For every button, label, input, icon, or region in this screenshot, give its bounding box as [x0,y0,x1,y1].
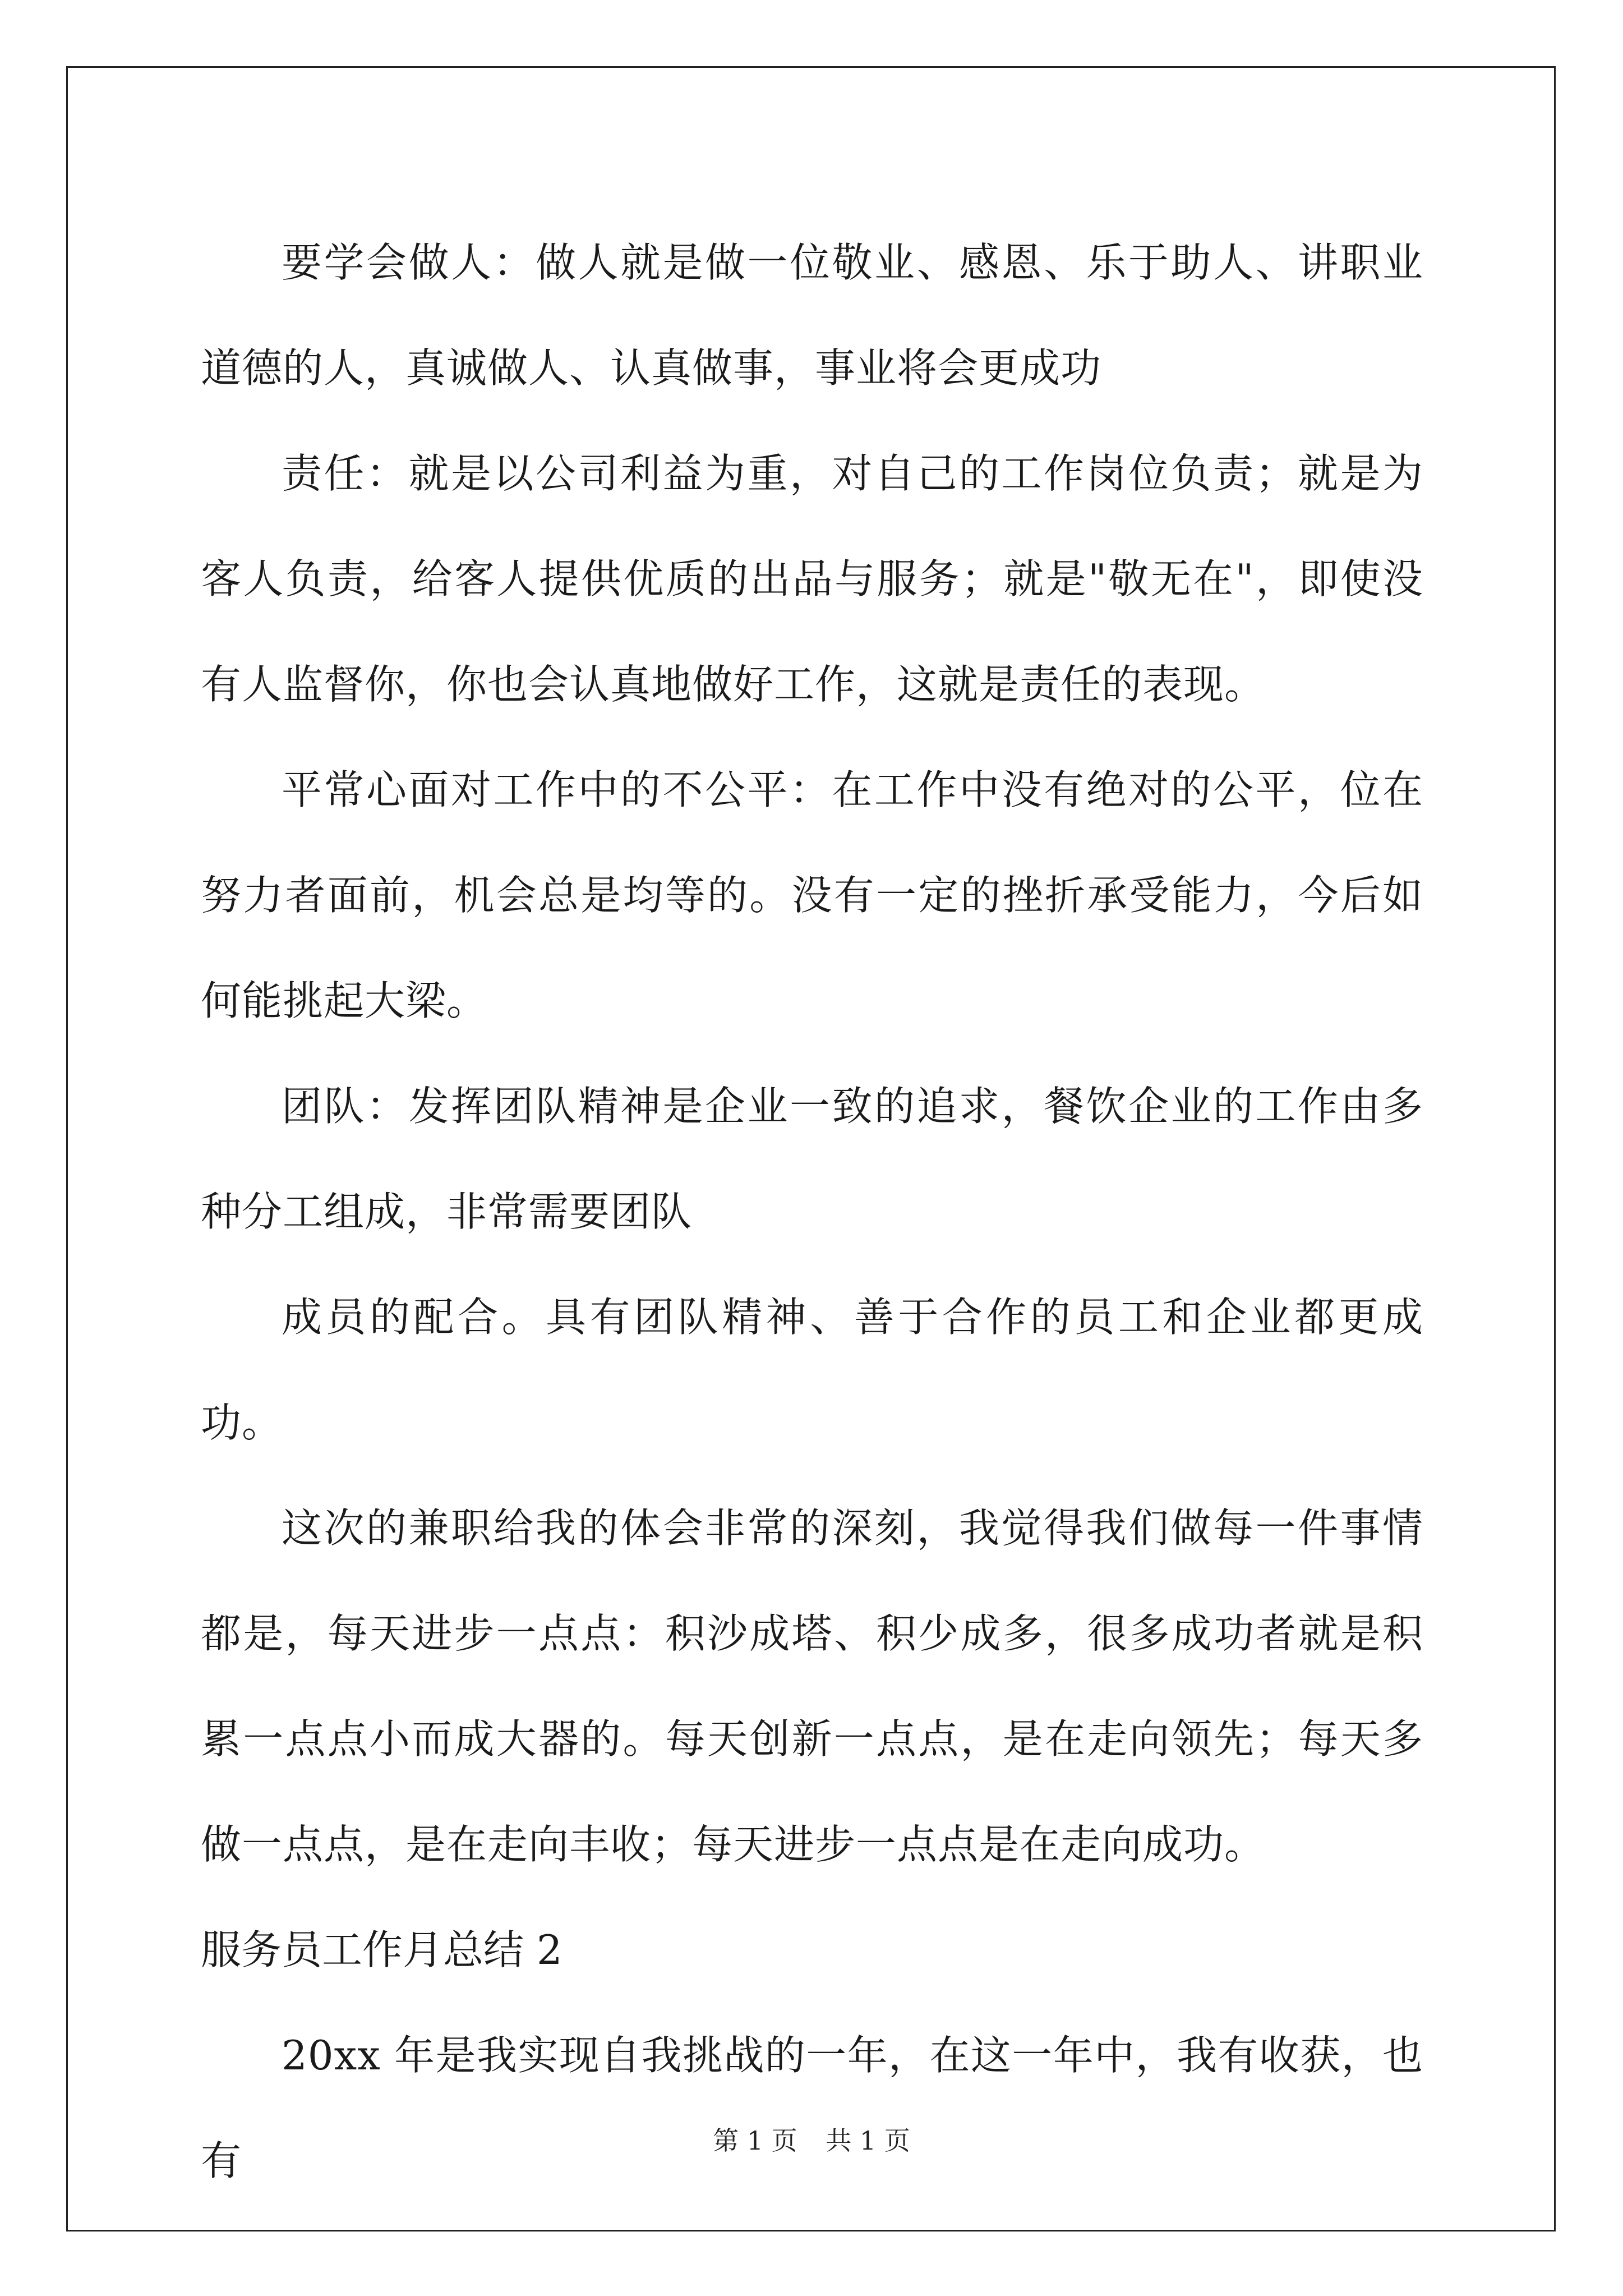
page-footer [0,2120,1623,2157]
document-body [201,210,1423,2214]
paragraph-3: 平常心面对工作中的不公平：在工作中没有绝对的公平，位在努力者面前，机会总是均等的。没有一定的挫折承受能力，今后如何能挑起大梁。 [201,766,1423,1024]
page-number: 第 1 页 [713,2125,797,2156]
page-total: 共 1 页 [826,2125,910,2156]
paragraph-7: 20xx 年是我实现自我挑战的一年，在这一年中，我有收获，也有 [201,2032,1423,2184]
paragraph-5: 成员的配合。具有团队精神、善于合作的员工和企业都更成功。 [201,1294,1423,1446]
paragraph-2: 责任：就是以公司利益为重，对自己的工作岗位负责；就是为客人负责，给客人提供优质的出品与服务；就是"敬无在"，即使没有人监督你，你也会认真地做好工作，这就是责任的表现。 [201,450,1423,708]
section-heading: 服务员工作月总结 2 [201,1926,562,1973]
paragraph-6: 这次的兼职给我的体会非常的深刻，我觉得我们做每一件事情都是，每天进步一点点：积沙成塔、积少成多，很多成功者就是积累一点点小而成大器的。每天创新一点点，是在走向领先；每天多做一点点，是在走向丰收；每天进步一点点是在走向成功。 [201,1504,1423,1868]
paragraph-4: 团队：发挥团队精神是企业一致的追求，餐饮企业的工作由多种分工组成，非常需要团队 [201,1083,1423,1235]
paragraph-1: 要学会做人：做人就是做一位敬业、感恩、乐于助人、讲职业道德的人，真诚做人、认真做事，事业将会更成功 [201,239,1423,392]
